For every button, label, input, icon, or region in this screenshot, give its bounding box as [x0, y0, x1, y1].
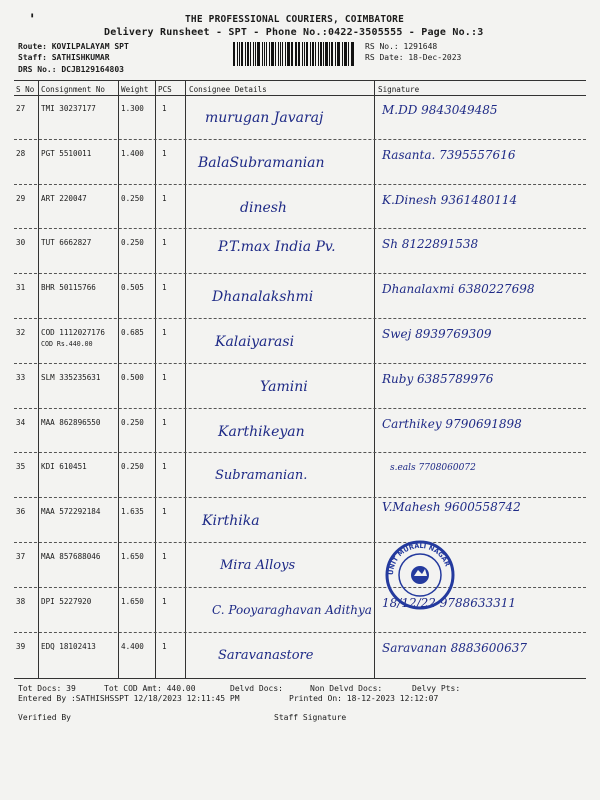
page-mark: ' [28, 12, 37, 28]
stamp-text: UNIT MURALI NAGAR [386, 541, 452, 576]
pieces: 1 [162, 417, 167, 427]
consignment-number: ART 220047 [41, 193, 87, 203]
serial-number: 38 [16, 596, 26, 606]
col-header-sno: S No [16, 85, 35, 94]
consignee-name: Subramanian. [215, 468, 308, 484]
table-row [0, 453, 600, 498]
consignee-name: Kalaiyarasi [215, 334, 295, 350]
office-stamp [383, 538, 457, 612]
consignee-name: dinesh [240, 199, 287, 216]
weight: 1.635 [121, 507, 144, 517]
table-row [0, 588, 600, 633]
consignment-number: TMI 30237177 [41, 104, 96, 113]
consignee-name: Mira Alloys [220, 558, 296, 573]
consignment-number: DPI 5227920 [41, 596, 92, 606]
pieces: 1 [162, 328, 167, 337]
printed-on: Printed On: 18-12-2023 12:12:07 [289, 694, 439, 703]
recipient-signature: Swej 8939769309 [382, 327, 492, 341]
route-label: Route: KOVILPALAYAM SPT [18, 42, 129, 51]
recipient-signature: M.DD 9843049485 [382, 103, 498, 117]
table-row [0, 229, 600, 274]
staff-label: Staff: SATHISHKUMAR [18, 53, 110, 62]
table-row [0, 364, 600, 409]
weight: 1.300 [121, 104, 144, 113]
consignment-number: PGT 5510011 [41, 148, 92, 158]
recipient-signature: V.Mahesh 9600558742 [382, 500, 521, 515]
consignment-number: EDQ 18102413 [41, 641, 96, 651]
col-header-pcs: PCS [158, 85, 172, 94]
consignment-number: MAA 572292184 [41, 507, 101, 517]
serial-number: 29 [16, 193, 26, 203]
col-header-signature: Signature [378, 85, 420, 94]
barcode [233, 42, 355, 66]
table-top-rule [14, 80, 586, 81]
col-header-consignment: Consignment No [41, 85, 106, 94]
weight: 0.250 [121, 462, 144, 472]
pieces: 1 [162, 104, 167, 113]
serial-number: 37 [16, 552, 26, 561]
serial-number: 27 [16, 104, 26, 113]
total-docs: Tot Docs: 39 [18, 684, 76, 693]
consignment-number: TUT 6662827 [41, 238, 92, 248]
pieces: 1 [162, 641, 167, 651]
weight: 1.650 [121, 596, 144, 606]
weight: 0.250 [121, 417, 144, 427]
drs-number: DRS No.: DCJB129164803 [18, 65, 124, 74]
table-bottom-rule [14, 678, 586, 679]
verified-by-label: Verified By [18, 713, 71, 722]
recipient-signature: Carthikey 9790691898 [382, 416, 522, 431]
recipient-signature: K.Dinesh 9361480114 [382, 192, 518, 207]
serial-number: 35 [16, 462, 26, 472]
runsheet-subtitle: Delivery Runsheet - SPT - Phone No.:0422-3505555 - Page No.:3 [104, 27, 484, 38]
recipient-signature: s.eals 7708060072 [390, 463, 476, 474]
col-header-weight: Weight [121, 85, 149, 94]
weight: 0.505 [121, 283, 144, 293]
recipient-signature: Sh 8122891538 [382, 237, 479, 252]
weight: 0.250 [121, 238, 144, 248]
weight: 0.685 [121, 328, 144, 337]
cod-note: COD Rs.440.00 [41, 340, 93, 348]
col-header-consignee: Consignee Details [189, 85, 267, 94]
consignment-number: MAA 857688046 [41, 552, 101, 561]
consignee-name: Saravanastore [218, 647, 314, 663]
serial-number: 39 [16, 641, 26, 651]
pieces: 1 [162, 283, 167, 293]
consignee-name: Kirthika [202, 513, 260, 530]
consignee-name: murugan Javaraj [205, 110, 324, 126]
pieces: 1 [162, 238, 167, 248]
recipient-signature: Ruby 6385789976 [382, 371, 494, 386]
pieces: 1 [162, 372, 167, 382]
table-row [0, 140, 600, 185]
consignee-name: P.T.max India Pv. [218, 239, 336, 256]
entered-by: Entered By :SATHISHSSPT 12/18/2023 12:11:45 PM [18, 694, 240, 703]
pieces: 1 [162, 462, 167, 472]
serial-number: 31 [16, 283, 26, 293]
staff-signature-label: Staff Signature [274, 713, 347, 722]
recipient-signature: Rasanta. 7395557616 [382, 147, 516, 162]
table-row [0, 498, 600, 543]
pieces: 1 [162, 552, 167, 561]
recipient-signature: Saravanan 8883600637 [382, 640, 527, 655]
total-cod-amount: Tot COD Amt: 440.00 [104, 684, 196, 693]
table-row [0, 409, 600, 454]
consignment-number: BHR 50115766 [41, 283, 96, 293]
serial-number: 36 [16, 507, 26, 517]
table-row [0, 185, 600, 230]
consignment-number: MAA 862896550 [41, 417, 101, 427]
delivered-docs: Delvd Docs: [230, 684, 283, 693]
pieces: 1 [162, 148, 167, 158]
serial-number: 30 [16, 238, 26, 248]
consignment-number: KDI 610451 [41, 462, 87, 472]
weight: 4.400 [121, 641, 144, 651]
table-row [0, 543, 600, 588]
delivery-points: Delvy Pts: [412, 684, 461, 693]
table-row [0, 95, 600, 140]
table-row [0, 633, 600, 678]
weight: 0.500 [121, 372, 144, 382]
consignee-name: BalaSubramanian [198, 154, 325, 171]
recipient-signature: 18/12/22 9788633311 [382, 595, 517, 610]
weight: 1.650 [121, 552, 144, 561]
pieces: 1 [162, 193, 167, 203]
table-row [0, 274, 600, 319]
rs-date: RS Date: 18-Dec-2023 [365, 53, 462, 62]
rs-number: RS No.: 1291648 [365, 42, 438, 51]
consignee-name: C. Pooyaraghavan Adithya [212, 602, 372, 617]
pieces: 1 [162, 507, 167, 517]
serial-number: 28 [16, 148, 26, 158]
company-title: THE PROFESSIONAL COURIERS, COIMBATORE [185, 14, 405, 25]
weight: 0.250 [121, 193, 144, 203]
non-delivered-docs: Non Delvd Docs: [310, 684, 383, 693]
pieces: 1 [162, 596, 167, 606]
consignee-name: Yamini [260, 378, 308, 395]
weight: 1.400 [121, 148, 144, 158]
consignee-name: Karthikeyan [218, 423, 305, 440]
table-row [0, 319, 600, 364]
recipient-signature: Dhanalaxmi 6380227698 [382, 282, 535, 297]
serial-number: 32 [16, 328, 26, 337]
serial-number: 33 [16, 372, 26, 382]
serial-number: 34 [16, 417, 26, 427]
consignment-number: COD 1112027176 [41, 328, 106, 337]
consignee-name: Dhanalakshmi [212, 289, 314, 306]
consignment-number: SLM 335235631 [41, 372, 101, 382]
